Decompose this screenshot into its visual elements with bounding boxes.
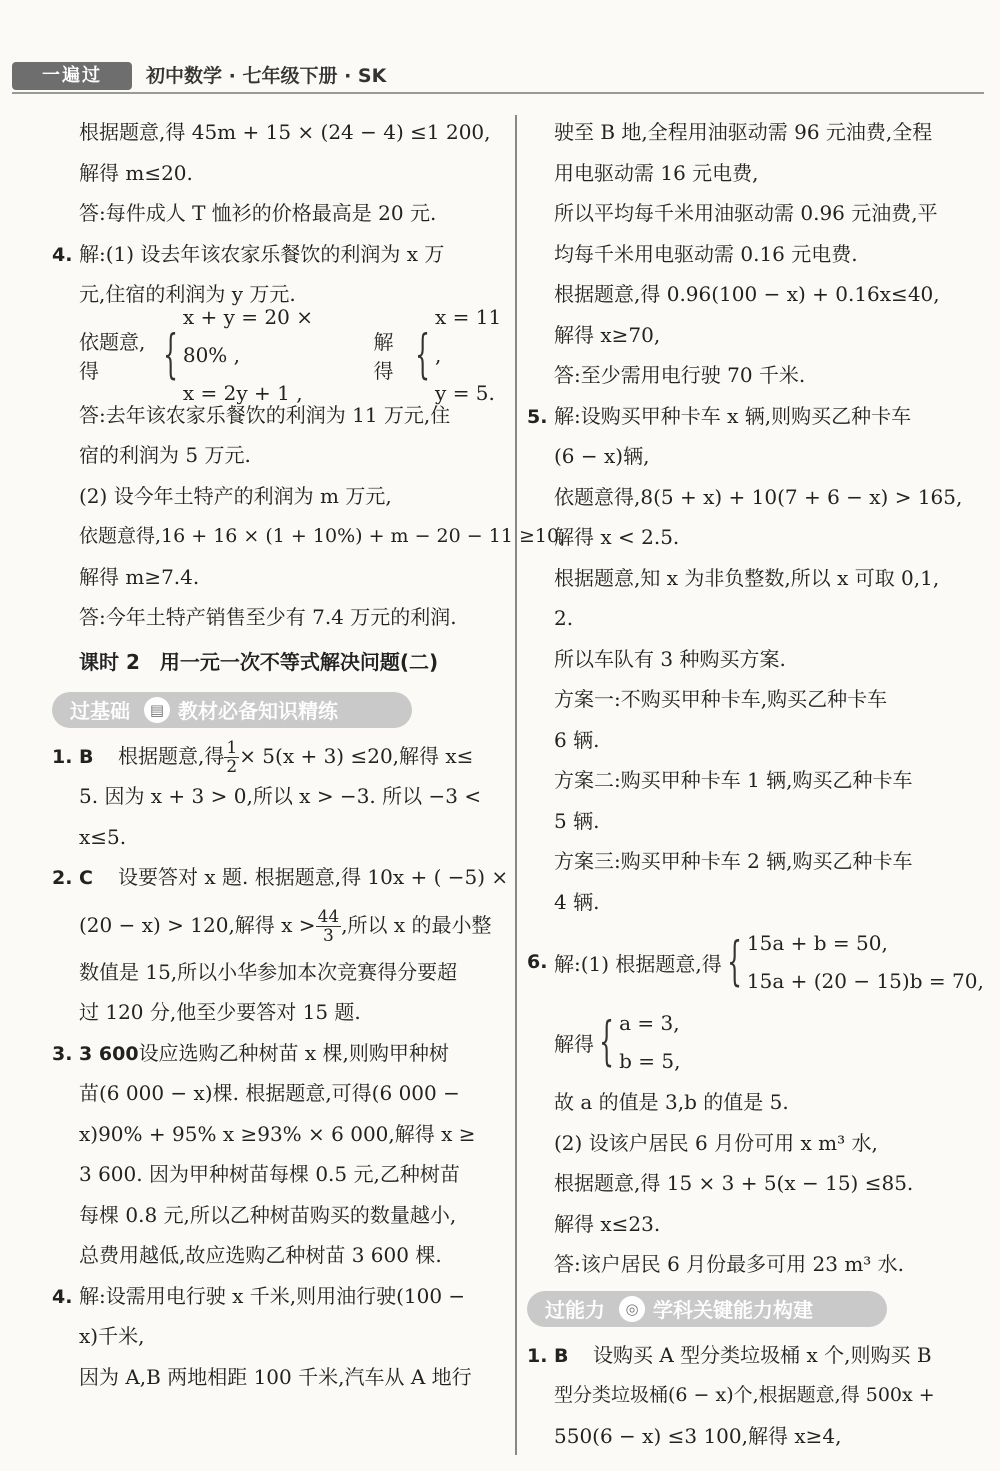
text-line: x)千米, [79, 1324, 145, 1348]
denominator: 3 [322, 925, 334, 946]
solution-line: x = 11 , [435, 304, 502, 367]
text-line: 答:去年该农家乐餐饮的利润为 11 万元,住 [79, 402, 451, 427]
text-line: 6 辆. [554, 727, 600, 752]
text-line: 依题意得,8(5 + x) + 10(7 + 6 − x) > 165, [554, 484, 963, 509]
text-span: 解:(1) 设去年该农家乐餐饮的利润为 x 万 [79, 241, 445, 266]
brace-icon: { [162, 324, 178, 385]
page-header [0, 58, 1000, 94]
answer-number: 2. C [52, 867, 93, 889]
answer-number: 4. [52, 1285, 73, 1308]
solution-prefix: 解得 [554, 1031, 594, 1056]
banner-label: 过能力 [545, 1298, 605, 1322]
equation-system [52, 304, 507, 405]
text-line: 型分类垃圾桶(6 − x)个,根据题意,得 500x + [554, 1384, 935, 1406]
answer-number: 3. 3 600 [52, 1042, 139, 1065]
text-line: x≤5. [79, 824, 127, 849]
text-line [52, 898, 507, 952]
text-line: 每棵 0.8 元,所以乙种树苗购买的数量越小, [79, 1202, 457, 1227]
text-line: 根据题意,得 45m + 15 × (24 − 4) ≤1 200, [79, 120, 491, 144]
target-icon: ◎ [619, 1296, 645, 1322]
text-span: × 5(x + 3) ≤20,解得 x≤ [239, 743, 474, 768]
book-title: 初中数学 · 七年级下册 · SK [146, 65, 387, 87]
question-number: 4. [52, 243, 73, 266]
text-line: 驶至 B 地,全程用油驱动需 96 元油费,全程 [554, 120, 933, 144]
text-line: 数值是 15,所以小华参加本次竞赛得分要超 [79, 959, 458, 984]
numerator: 1 [226, 737, 238, 758]
text-line: 苗(6 000 − x)棵. 根据题意,可得(6 000 − [79, 1081, 460, 1105]
text-line: (2) 设该户居民 6 月份可用 x m³ 水, [554, 1130, 878, 1155]
text-line: 元,住宿的利润为 y 万元. [79, 282, 296, 306]
text-line: 宿的利润为 5 万元. [79, 443, 251, 467]
text-line: 根据题意,得 15 × 3 + 5(x − 15) ≤85. [554, 1171, 914, 1195]
book-icon: ▤ [144, 697, 170, 723]
text-line: 因为 A,B 两地相距 100 千米,汽车从 A 地行 [79, 1364, 472, 1389]
text-line: 答:今年土特产销售至少有 7.4 万元的利润. [79, 605, 457, 629]
text-line: 方案三:购买甲种卡车 2 辆,购买乙种卡车 [554, 849, 913, 873]
system-line: x + y = 20 × 80% , [182, 304, 313, 367]
text-line: 4 辆. [554, 889, 600, 914]
text-line: 总费用越低,故应选购乙种树苗 3 600 棵. [79, 1243, 442, 1267]
denominator: 2 [226, 756, 238, 777]
brace-icon: { [726, 932, 742, 992]
solution-line: b = 5, [619, 1049, 681, 1073]
text-span: 解:设需用电行驶 x 千米,则用油行驶(100 − [79, 1283, 466, 1308]
text-line: 所以车队有 3 种购买方案. [554, 646, 786, 671]
text-line: 解得 x≥70, [554, 322, 661, 347]
ability-answer-1 [527, 1335, 987, 1376]
text-line: 解得 m≥7.4. [79, 564, 200, 589]
text-line: 答:该户居民 6 月份最多可用 23 m³ 水. [554, 1252, 905, 1276]
text-line: 答:至少需用电行驶 70 千米. [554, 363, 806, 387]
text-line: 依题意得,16 + 16 × (1 + 10%) + m − 20 − 11 ≥10, [79, 525, 566, 547]
text-span: (20 − x) > 120,解得 x > [79, 912, 316, 937]
question-number: 5. [527, 405, 548, 428]
text-line: 解得 x < 2.5. [554, 525, 680, 549]
text-line: 故 a 的值是 3,b 的值是 5. [554, 1090, 789, 1114]
text-line: 2. [554, 606, 574, 630]
equation-system [527, 922, 987, 1002]
solution-system [527, 1002, 987, 1082]
text-line: 所以平均每千米用油驱动需 0.96 元油费,平 [554, 201, 938, 225]
text-line: 根据题意,得 0.96(100 − x) + 0.16x≤40, [554, 282, 940, 306]
text-line: 方案一:不购买甲种卡车,购买乙种卡车 [554, 687, 888, 711]
solution-line: y = 5. [435, 380, 495, 405]
text-line: 用电驱动需 16 元电费, [554, 160, 759, 185]
text-span: ,所以 x 的最小整 [341, 912, 492, 937]
answer-3 [52, 1033, 507, 1074]
text-line: (2) 设今年土特产的利润为 m 万元, [79, 483, 392, 508]
text-span: 设要答对 x 题. 根据题意,得 10x + ( −5) × [118, 865, 509, 889]
text-line: 解得 m≤20. [79, 160, 193, 185]
text-span: 解:设购买甲种卡车 x 辆,则购买乙种卡车 [554, 403, 912, 428]
text-span: 根据题意,得 [118, 743, 225, 768]
header-rule [12, 92, 984, 94]
system-line: 15a + (20 − 15)b = 70, [746, 969, 984, 993]
text-line: 方案二:购买甲种卡车 1 辆,购买乙种卡车 [554, 768, 913, 792]
solution-prefix: 解得 [373, 329, 394, 383]
system-prefix: 解:(1) 根据题意,得 [554, 951, 722, 976]
text-span: 设购买 A 型分类垃圾桶 x 个,则购买 B [593, 1342, 932, 1367]
question-5 [527, 396, 987, 437]
numerator: 44 [317, 906, 340, 927]
section-title: 课时 2 用一元一次不等式解决问题(二) [79, 649, 439, 674]
ability-banner [527, 1291, 887, 1327]
solution-lines [619, 1004, 680, 1080]
system-lines [747, 924, 984, 1000]
solution-line: a = 3, [619, 1011, 680, 1035]
text-line: x)90% + 95% x ≥93% × 6 000,解得 x ≥ [79, 1121, 476, 1146]
brace-icon: { [415, 324, 430, 385]
fraction [224, 739, 239, 776]
column-divider [515, 115, 517, 1455]
answer-2 [52, 857, 507, 898]
text-line: 5 辆. [554, 808, 600, 833]
answer-number: 1. B [527, 1344, 569, 1367]
system-prefix: 依题意,得 [79, 329, 146, 383]
brand-tab: 一遍过 [12, 62, 132, 90]
banner-subtitle: 教材必备知识精练 [178, 699, 338, 723]
text-line: 解得 x≤23. [554, 1211, 661, 1236]
brace-icon: { [599, 1012, 614, 1072]
text-line: 过 120 分,他至少要答对 15 题. [79, 1000, 361, 1024]
answer-4 [52, 1276, 507, 1317]
text-line: 3 600. 因为甲种树苗每棵 0.5 元,乙种树苗 [79, 1162, 460, 1186]
banner-subtitle: 学科关键能力构建 [653, 1298, 813, 1322]
text-line: 均每千米用电驱动需 0.16 元电费. [554, 241, 858, 266]
banner-label: 过基础 [70, 699, 130, 723]
right-column [527, 112, 987, 1456]
system-line: x = 2y + 1 , [182, 380, 303, 405]
text-line: 答:每件成人 T 恤衫的价格最高是 20 元. [79, 201, 437, 225]
answer-number: 1. B [52, 745, 94, 768]
text-line: 5. 因为 x + 3 > 0,所以 x > −3. 所以 −3 < [79, 784, 482, 808]
question-number: 6. [527, 951, 548, 973]
answer-1 [52, 736, 507, 777]
text-span: 设应选购乙种树苗 x 棵,则购甲种树 [138, 1040, 449, 1065]
text-line: (6 − x)辆, [554, 444, 650, 468]
system-line: 15a + b = 50, [746, 931, 888, 955]
text-line: 根据题意,知 x 为非负整数,所以 x 可取 0,1, [554, 565, 940, 590]
basics-banner [52, 692, 412, 728]
question-4 [52, 234, 507, 275]
left-column [52, 112, 566, 1397]
text-line: 550(6 − x) ≤3 100,解得 x≥4, [554, 1423, 842, 1448]
fraction [316, 908, 342, 945]
